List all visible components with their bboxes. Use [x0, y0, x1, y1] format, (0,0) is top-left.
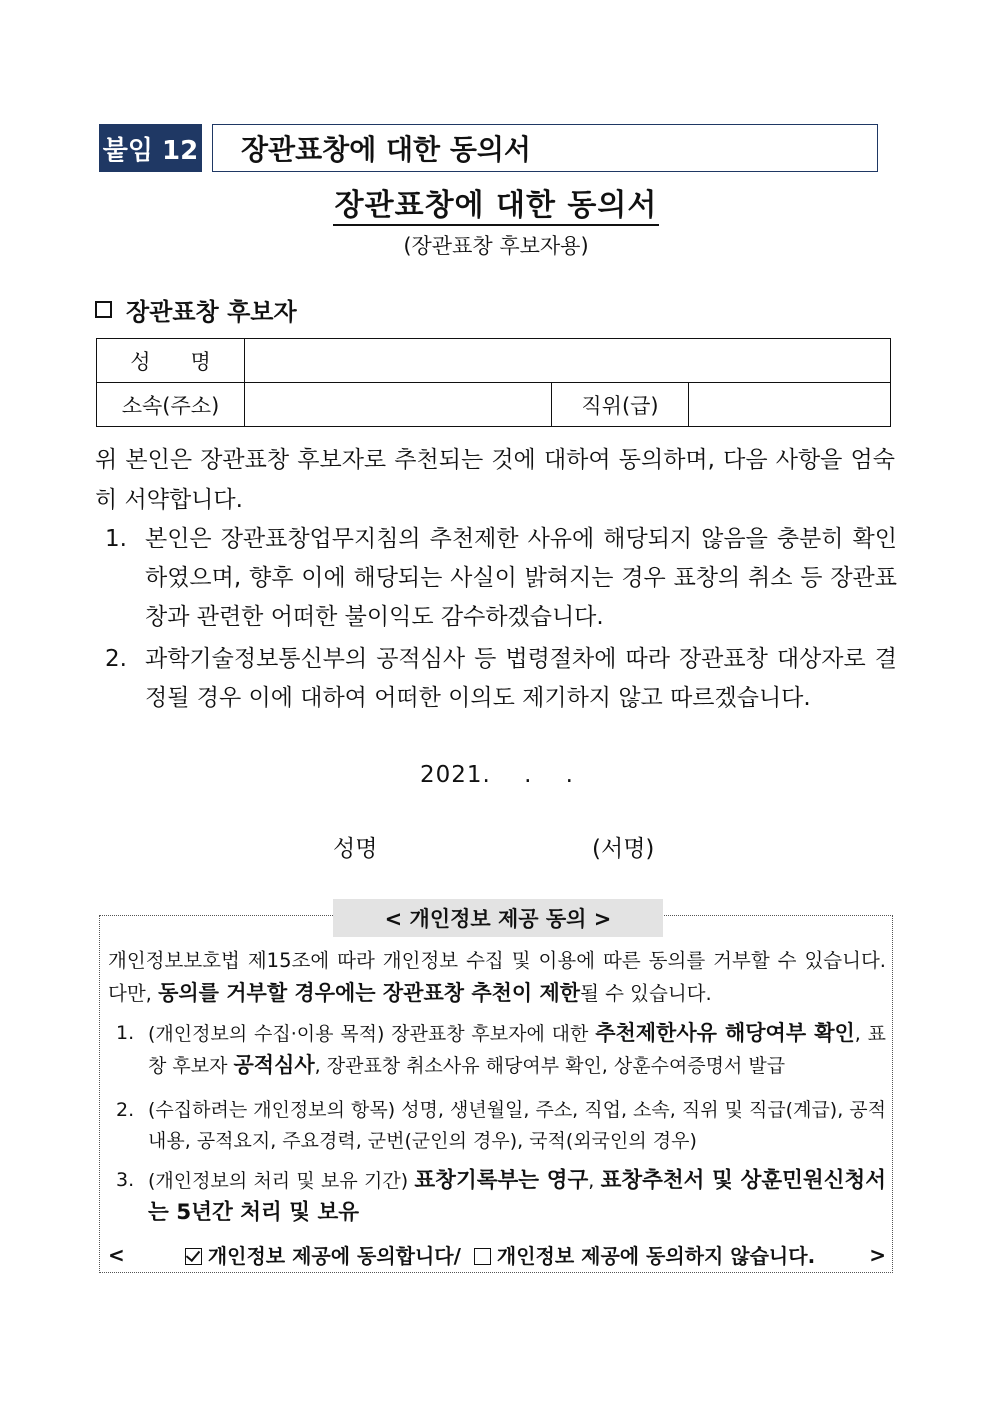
- statement-item: [105, 520, 897, 637]
- item-text-part: , 표창 후보자: [148, 1023, 887, 1077]
- consent-row: [108, 1240, 886, 1269]
- candidate-heading-text: 장관표창 후보자: [126, 298, 297, 326]
- date-field[interactable]: 2021. . .: [420, 762, 574, 788]
- position-label: 직위(급): [552, 383, 689, 427]
- item-number: 3.: [116, 1169, 135, 1191]
- document-subtitle: (장관표창 후보자용): [403, 234, 589, 258]
- name-field[interactable]: [245, 339, 891, 383]
- signature-label[interactable]: (서명): [592, 836, 655, 862]
- item-number: 1.: [105, 526, 127, 552]
- agree-label[interactable]: 개인정보 제공에 동의합니다/: [207, 1244, 461, 1268]
- position-field[interactable]: [689, 383, 891, 427]
- item-number: 2.: [105, 646, 127, 672]
- item-text-emphasis: 표창추천서 및 상훈민원신청서는 5년간 처리 및 보유: [148, 1168, 887, 1225]
- consent-close-bracket: >: [869, 1242, 886, 1267]
- statement-intro: 위 본인은 장관표창 후보자로 추천되는 것에 대하여 동의하며, 다음 사항을 엄숙히 서약합니다.: [95, 447, 895, 513]
- item-text-part: (개인정보의 수집·이용 목적) 장관표창 후보자에 대한: [148, 1023, 596, 1045]
- attachment-badge: 붙임 12: [99, 124, 202, 172]
- privacy-item: [116, 1165, 886, 1229]
- item-text: [148, 1018, 886, 1082]
- table-row: [97, 339, 891, 383]
- name-label: 성 명: [97, 339, 245, 383]
- item-text: 과학기술정보통신부의 공적심사 등 법령절차에 따라 장관표창 대상자로 결정될 경우 이에 대하여 어떠한 이의도 제기하지 않고 따르겠습니다.: [145, 646, 897, 711]
- item-text: (수집하려는 개인정보의 항목) 성명, 생년월일, 주소, 직업, 소속, 직위 및 직급(계급), 공적내용, 공적요지, 주요경력, 군번(군인의 경우), 국적(외국인의 경우): [148, 1099, 887, 1152]
- agree-checkbox[interactable]: [185, 1248, 202, 1265]
- item-text-part: , 장관표창 취소사유 해당여부 확인, 상훈수여증명서 발급: [314, 1055, 786, 1077]
- item-number: 2.: [116, 1099, 135, 1121]
- consent-options: [179, 1240, 815, 1269]
- document-title: 장관표창에 대한 동의서: [333, 188, 660, 226]
- candidate-table: [96, 338, 891, 427]
- statement-item: [105, 640, 897, 718]
- item-text: 본인은 장관표창업무지침의 추천제한 사유에 해당되지 않음을 충분히 확인하였으며, 향후 이에 해당되는 사실이 밝혀지는 경우 표창의 취소 등 장관표창과 관련한 어떠한 불이익도 감수하겠습니다.: [145, 526, 897, 630]
- candidate-section-heading: [95, 292, 297, 327]
- consent-open-bracket: <: [108, 1242, 125, 1267]
- table-row: [97, 383, 891, 427]
- affiliation-label: 소속(주소): [97, 383, 245, 427]
- privacy-intro-emphasis: 동의를 거부할 경우에는 장관표창 추천이 제한: [158, 981, 581, 1005]
- affiliation-field[interactable]: [245, 383, 552, 427]
- item-number: 1.: [116, 1022, 135, 1044]
- item-text-emphasis: 공적심사: [233, 1053, 315, 1077]
- item-text: [148, 1165, 886, 1229]
- item-text-emphasis: 표창기록부는 영구: [414, 1168, 589, 1193]
- header-title: 장관표창에 대한 동의서: [212, 124, 878, 172]
- item-text-emphasis: 추천제한사유 해당여부 확인: [595, 1021, 855, 1045]
- privacy-intro: [108, 944, 886, 1010]
- privacy-item: [116, 1095, 886, 1157]
- item-text-part: (개인정보의 처리 및 보유 기간): [148, 1170, 415, 1192]
- disagree-label[interactable]: 개인정보 제공에 동의하지 않습니다.: [496, 1244, 816, 1268]
- privacy-intro-tail: 될 수 있습니다.: [580, 982, 712, 1005]
- signer-name-label: 성명: [333, 836, 378, 862]
- item-text-part: ,: [588, 1170, 601, 1192]
- square-bullet-icon: [95, 301, 112, 318]
- document-title-wrap: [0, 180, 992, 224]
- privacy-intro-text: 개인정보보호법 제15조에 따라 개인정보 수집 및 이용에 따른 동의를 거부할 수 있습니다. 다만,: [108, 949, 886, 1005]
- privacy-item: [116, 1018, 886, 1082]
- disagree-checkbox[interactable]: [474, 1248, 491, 1265]
- privacy-consent-title: < 개인정보 제공 동의 >: [333, 899, 663, 937]
